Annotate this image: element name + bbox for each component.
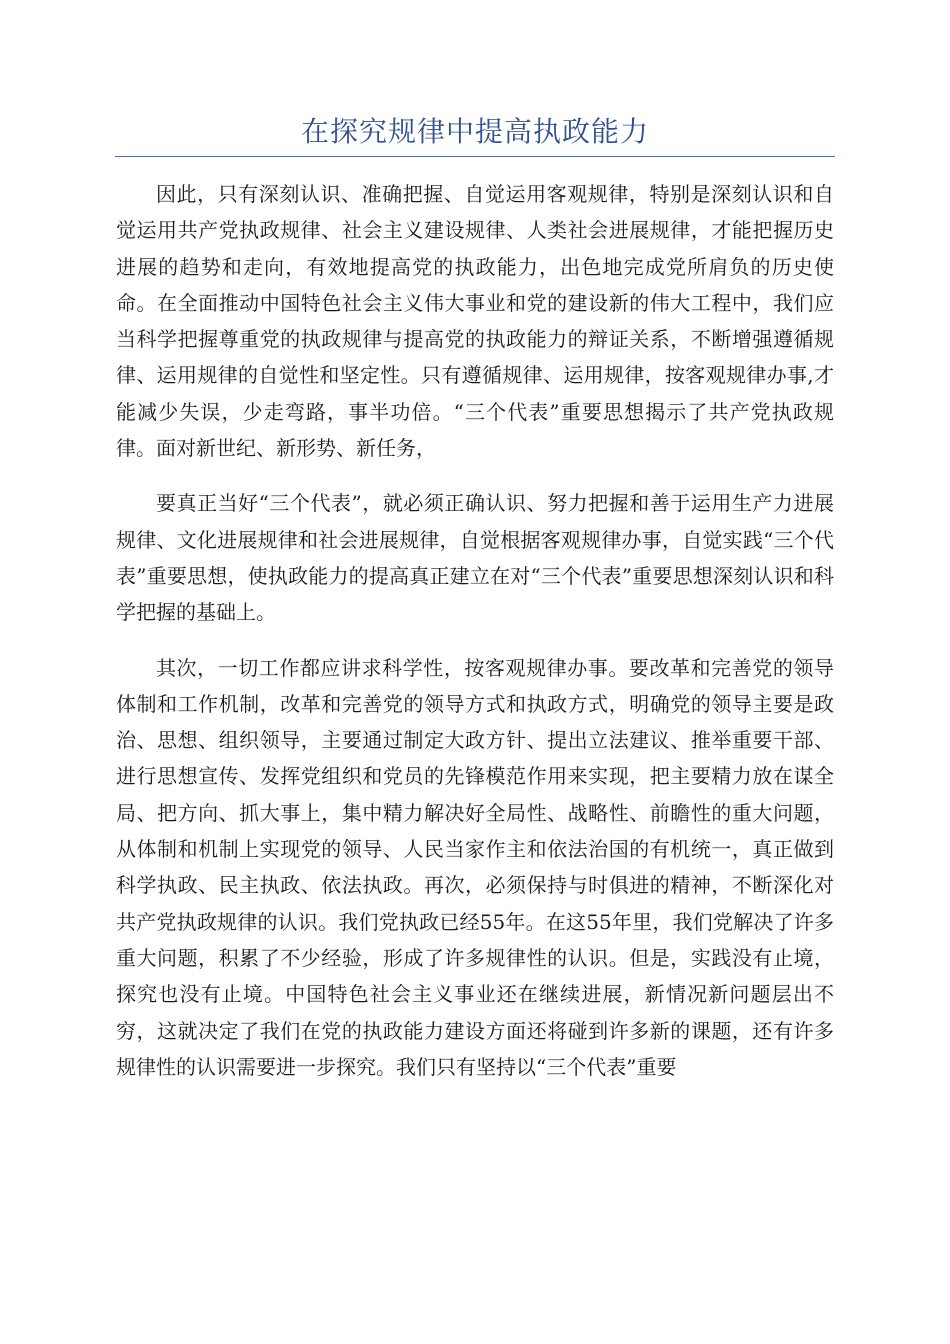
- document-title: 在探究规律中提高执政能力: [300, 115, 649, 148]
- title-block: [115, 112, 835, 157]
- paragraph-2: 要真正当好“三个代表”，就必须正确认识、努力把握和善于运用生产力进展规律、文化进展规律和社会进展规律，自觉根据客观规律办事，自觉实践“三个代表”重要思想，使执政能力的提高真正建立在对“三个代表”重要思想深刻认识和科学把握的基础上。: [116, 491, 834, 625]
- paragraph-1: 因此，只有深刻认识、准确把握、自觉运用客观规律，特别是深刻认识和自觉运用共产党执政规律、社会主义建设规律、人类社会进展规律，才能把握历史进展的趋势和走向，有效地提高党的执政能力，出色地完成党所肩负的历史使命。在全面推动中国特色社会主义伟大事业和党的建设新的伟大工程中，我们应当科学把握尊重党的执政规律与提高党的执政能力的辩证关系，不断增强遵循规律、运用规律的自觉性和坚定性。只有遵循规律、运用规律，按客观规律办事,才能减少失误，少走弯路，事半功倍。“三个代表”重要思想揭示了共产党执政规律。面对新世纪、新形势、新任务，: [116, 182, 834, 461]
- document-body: [116, 176, 834, 1104]
- paragraph-3: 其次，一切工作都应讲求科学性，按客观规律办事。要改革和完善党的领导体制和工作机制，改革和完善党的领导方式和执政方式，明确党的领导主要是政治、思想、组织领导，主要通过制定大政方针、提出立法建议、推举重要干部、进行思想宣传、发挥党组织和党员的先锋模范作用来实现，把主要精力放在谋全局、把方向、抓大事上，集中精力解决好全局性、战略性、前瞻性的重大问题，从体制和机制上实现党的领导、人民当家作主和依法治国的有机统一，真正做到科学执政、民主执政、依法执政。再次，必须保持与时俱进的精神，不断深化对共产党执政规律的认识。我们党执政已经55年。在这55年里，我们党解决了许多重大问题，积累了不少经验，形成了许多规律性的认识。但是，实践没有止境，探究也没有止境。中国特色社会主义事业还在继续进展，新情况新问题层出不穷，这就决定了我们在党的执政能力建设方面还将碰到许多新的课题，还有许多规律性的认识需要进一步探究。我们只有坚持以“三个代表”重要: [116, 655, 834, 1079]
